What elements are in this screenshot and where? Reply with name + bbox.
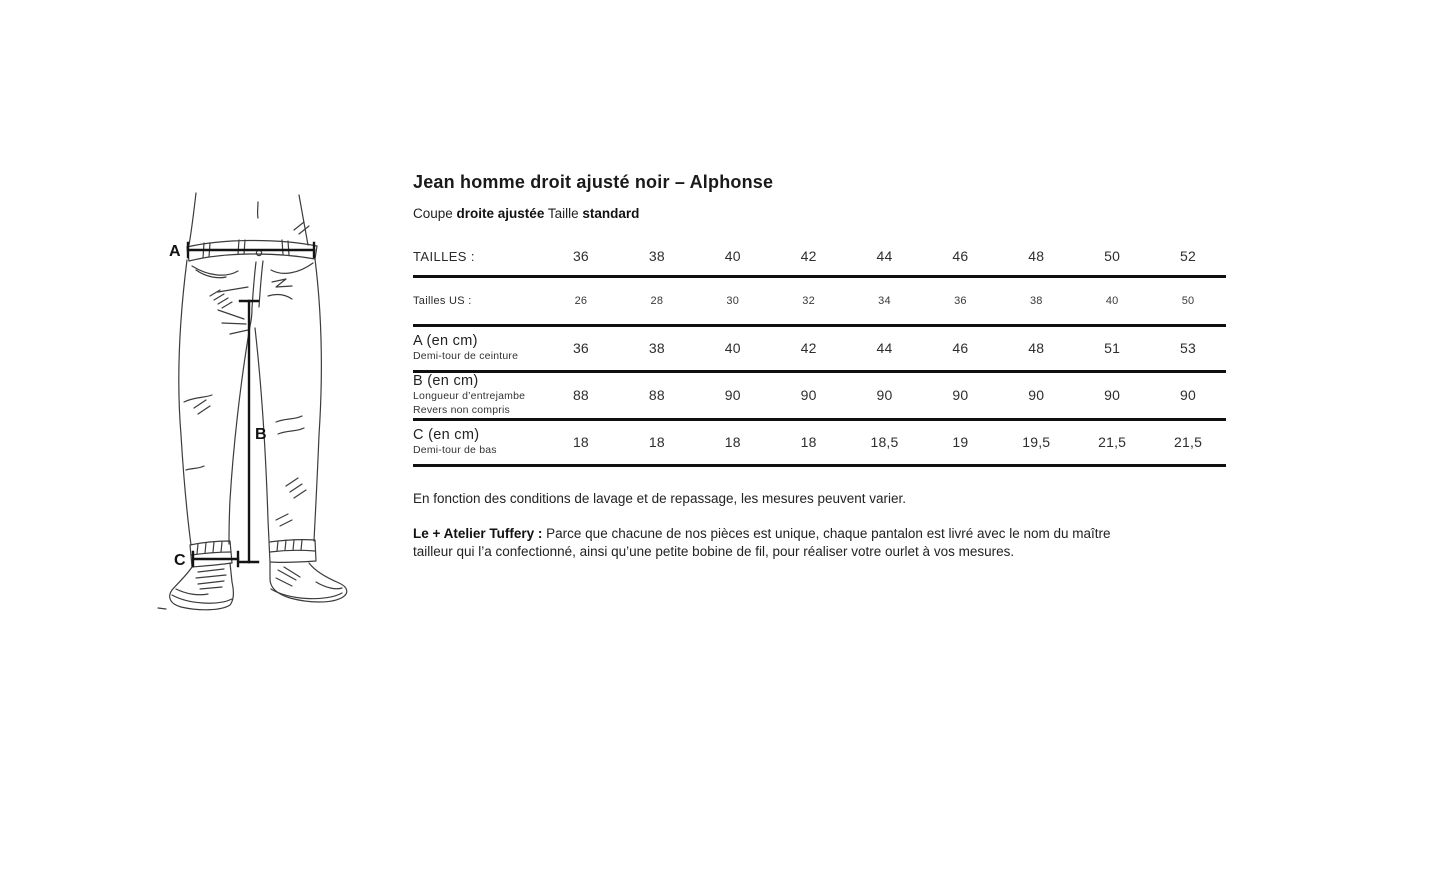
subtitle-prefix: Coupe: [413, 205, 457, 221]
measure-b-value: 88: [648, 387, 665, 404]
us-size-value: 32: [802, 294, 815, 307]
measure-b-value: 90: [952, 387, 969, 404]
measure-c-value: 18: [724, 434, 741, 451]
measure-a-line: [188, 243, 314, 257]
row-measure-b: [413, 373, 1226, 421]
measure-a-value: 36: [572, 340, 589, 357]
measure-a-value: 42: [800, 340, 817, 357]
jeans-outline: [158, 193, 347, 610]
measure-c-label: C: [174, 552, 186, 569]
measure-c-value: 18,5: [870, 434, 899, 451]
measure-c-value: 21,5: [1174, 434, 1203, 451]
measure-a-value: 38: [648, 340, 665, 357]
row-label-tailles-us: Tailles US :: [413, 294, 472, 307]
measure-a-value: 51: [1104, 340, 1121, 357]
row-tailles-us: [413, 278, 1226, 327]
measure-c-title: C (en cm): [413, 426, 480, 443]
page-title: Jean homme droit ajusté noir – Alphonse: [413, 172, 774, 192]
size-value: 46: [952, 248, 969, 265]
size-guide-panel: [413, 172, 1226, 562]
measure-b-value: 90: [800, 387, 817, 404]
us-size-value: 50: [1181, 294, 1195, 307]
us-size-value: 36: [954, 294, 967, 307]
jeans-sketch-svg: [126, 190, 368, 618]
size-value: 38: [648, 248, 665, 265]
measure-a-title: A (en cm): [413, 332, 478, 349]
measure-a-label: A: [169, 243, 181, 260]
measure-b-value: 90: [1104, 387, 1121, 404]
measure-b-value: 88: [572, 387, 589, 404]
row-measure-c: [413, 421, 1226, 464]
fit-value: droite ajustée: [456, 205, 545, 221]
row-label-b: [413, 373, 543, 418]
row-label-a: [413, 333, 543, 364]
measure-a-value: 48: [1028, 340, 1045, 357]
atelier-note-lead: Le + Atelier Tuffery :: [413, 525, 543, 541]
row-measure-a: [413, 327, 1226, 373]
measure-c-value: 18: [572, 434, 589, 451]
measure-b-title: B (en cm): [413, 372, 479, 389]
size-table-header-row: [413, 238, 1226, 278]
size-table: [413, 238, 1226, 467]
row-label-tailles: TAILLES :: [413, 248, 475, 264]
size-value: 42: [800, 248, 817, 265]
measure-c-value: 21,5: [1098, 434, 1127, 451]
row-label-c: [413, 427, 543, 458]
us-size-value: 30: [726, 294, 740, 307]
measure-b-value: 90: [724, 387, 741, 404]
measure-c-value: 19,5: [1022, 434, 1051, 451]
measure-c-value: 18: [800, 434, 817, 451]
size-value: 50: [1104, 248, 1121, 265]
us-size-value: 34: [878, 294, 891, 307]
size-value: 48: [1028, 248, 1045, 265]
atelier-note-body: Parce que chacune de nos pièces est unique, chaque pantalon est livré avec le nom du maître tailleur qui l’a confectionné, ainsi qu’une petite bobine de fil, pour réaliser votre ourlet à vos mesures.: [413, 525, 1111, 560]
subtitle-middle: Taille: [544, 205, 583, 221]
measure-c-sublabel: Demi-tour de bas: [413, 444, 497, 457]
measure-b-value: 90: [1180, 387, 1197, 404]
measure-a-value: 44: [876, 340, 893, 357]
measure-c-value: 19: [952, 434, 969, 451]
measure-b-sublabel-2: Revers non compris: [413, 403, 510, 416]
size-value: 44: [876, 248, 893, 265]
measure-b-value: 90: [876, 387, 893, 404]
measure-b-sublabel-1: Longueur d’entrejambe: [413, 390, 526, 403]
measure-b-label: B: [255, 426, 267, 443]
measure-a-value: 40: [724, 340, 741, 357]
measure-a-value: 53: [1180, 340, 1197, 357]
measure-a-value: 46: [952, 340, 969, 357]
measure-c-value: 18: [648, 434, 665, 451]
us-size-value: 38: [1029, 294, 1043, 307]
atelier-note: [413, 525, 1119, 562]
fit-subtitle: [413, 206, 1226, 221]
size-value: 36: [572, 248, 589, 265]
us-size-value: 28: [650, 294, 664, 307]
jeans-illustration: [126, 190, 368, 618]
size-value: 40: [724, 248, 741, 265]
us-size-value: 40: [1105, 294, 1119, 307]
washing-note: En fonction des conditions de lavage et de repassage, les mesures peuvent varier.: [413, 490, 907, 506]
us-size-value: 26: [574, 294, 588, 307]
measure-a-sublabel: Demi-tour de ceinture: [413, 350, 519, 363]
measure-b-value: 90: [1028, 387, 1045, 404]
size-value: 52: [1180, 248, 1197, 265]
size-type-value: standard: [582, 205, 640, 221]
